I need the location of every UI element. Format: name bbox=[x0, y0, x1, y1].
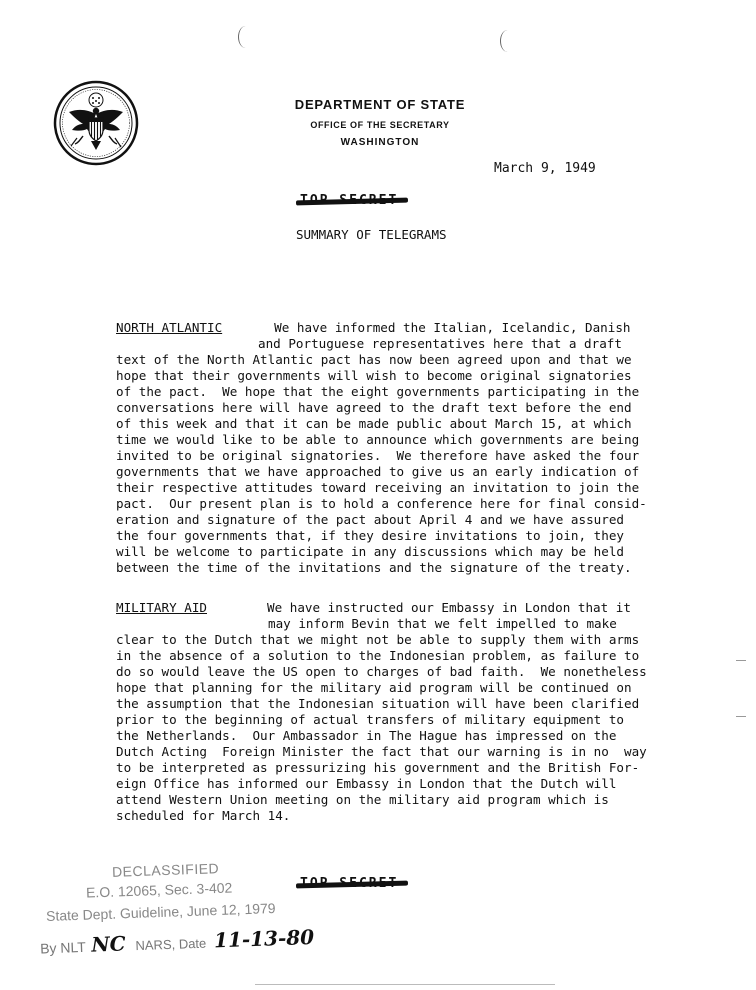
text-line: of this week and that it can be made public about March 15, at which bbox=[116, 416, 632, 431]
text-line: We have informed the Italian, Icelandic, Danish bbox=[274, 320, 631, 335]
department-seal-icon bbox=[53, 80, 139, 166]
text-line: of the pact. We hope that the eight governments participating in the bbox=[116, 384, 640, 399]
declass-guideline: State Dept. Guideline, June 12, 1979 bbox=[45, 899, 276, 925]
text-line: scheduled for March 14. bbox=[116, 808, 291, 823]
declass-title: DECLASSIFIED bbox=[111, 860, 220, 880]
text-line: Dutch Acting Foreign Minister the fact that our warning is in no way bbox=[116, 744, 647, 759]
text-line: text of the North Atlantic pact has now been agreed upon and that we bbox=[116, 352, 632, 367]
punch-hole-right bbox=[500, 30, 515, 52]
text-line: the assumption that the Indonesian situation will have been clarified bbox=[116, 696, 640, 711]
text-line: conversations here will have agreed to the draft text before the end bbox=[116, 400, 632, 415]
declass-authority: E.O. 12065, Sec. 3-402 bbox=[85, 879, 233, 901]
text-line: hope that planning for the military aid program will be continued on bbox=[116, 680, 632, 695]
section-heading: NORTH ATLANTIC bbox=[116, 320, 223, 335]
declass-nars: NARS, Date bbox=[135, 935, 207, 954]
text-line: governments that we have approached to give us an early indication of bbox=[116, 464, 640, 479]
margin-tick bbox=[736, 716, 746, 717]
text-line: attend Western Union meeting on the military aid program which is bbox=[116, 792, 609, 807]
text-line: and Portuguese representatives here that a draft bbox=[258, 336, 622, 351]
text-line: prior to the beginning of actual transfers of military equipment to bbox=[116, 712, 624, 727]
text-line: may inform Bevin that we felt impelled to make bbox=[268, 616, 617, 631]
text-line: between the time of the invitations and the signature of the treaty. bbox=[116, 560, 632, 575]
text-line: in the absence of a solution to the Indonesian problem, as failure to bbox=[116, 648, 640, 663]
section-military-aid bbox=[116, 600, 706, 824]
text-line: pact. Our present plan is to hold a conference here for final consid- bbox=[116, 496, 647, 511]
text-line: the Netherlands. Our Ambassador in The Hague has impressed on the bbox=[116, 728, 617, 743]
declass-date: 11-13-80 bbox=[213, 924, 315, 953]
document-title: SUMMARY OF TELEGRAMS bbox=[296, 227, 447, 242]
city-name: WASHINGTON bbox=[340, 137, 420, 148]
text-line: hope that their governments will wish to become original signatories bbox=[116, 368, 632, 383]
text-line: do so would leave the US open to charges of bad faith. We nonetheless bbox=[116, 664, 647, 679]
classification-bottom bbox=[300, 876, 398, 891]
office-name: OFFICE OF THE SECRETARY bbox=[310, 120, 450, 130]
page-bottom-edge bbox=[255, 984, 555, 985]
text-line: their respective attitudes toward receiving an invitation to join the bbox=[116, 480, 640, 495]
text-line: clear to the Dutch that we might not be able to supply them with arms bbox=[116, 632, 640, 647]
text-line: eration and signature of the pact about April 4 and we have assured bbox=[116, 512, 624, 527]
section-first-line bbox=[116, 320, 706, 336]
text-line: We have instructed our Embassy in London that it bbox=[267, 600, 631, 615]
section-north-atlantic bbox=[116, 320, 706, 576]
declass-signature-line bbox=[39, 924, 315, 959]
section-heading: MILITARY AID bbox=[116, 600, 207, 615]
section-first-line bbox=[116, 600, 706, 616]
department-name: DEPARTMENT OF STATE bbox=[294, 97, 466, 112]
text-line: invited to be original signatories. We therefore have asked the four bbox=[116, 448, 640, 463]
declass-by-prefix: By NLT bbox=[39, 938, 86, 957]
text-line: eign Office has informed our Embassy in London that the Dutch will bbox=[116, 776, 617, 791]
text-line: the four governments that, if they desire invitations to join, they bbox=[116, 528, 624, 543]
text-line: to be interpreted as pressurizing his government and the British For- bbox=[116, 760, 640, 775]
text-line: time we would like to be able to announce which governments are being bbox=[116, 432, 640, 447]
text-line: will be welcome to participate in any discussions which may be held bbox=[116, 544, 624, 559]
classification-top bbox=[300, 193, 398, 208]
declass-initials: NC bbox=[90, 931, 126, 957]
document-date: March 9, 1949 bbox=[494, 161, 596, 176]
margin-tick bbox=[736, 660, 746, 661]
punch-hole-left bbox=[238, 26, 253, 48]
